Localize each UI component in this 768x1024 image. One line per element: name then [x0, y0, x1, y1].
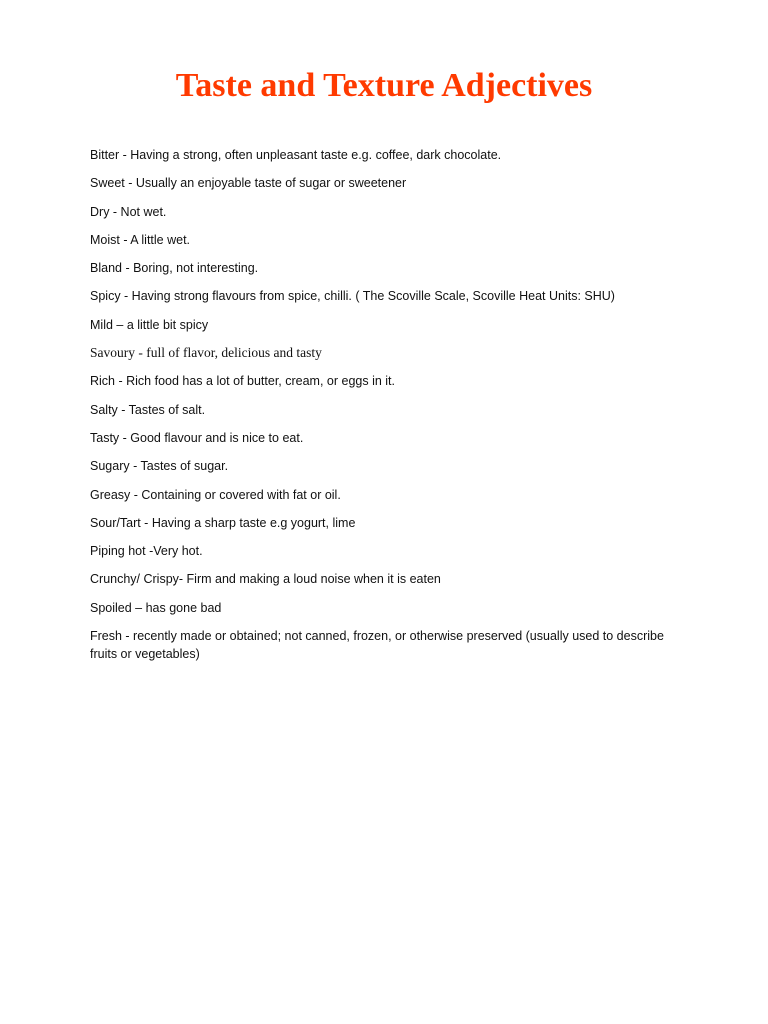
adjective-list — [90, 146, 690, 673]
list-item-bitter: Bitter - Having a strong, often unpleasant taste e.g. coffee, dark chocolate. — [90, 148, 502, 162]
list-item-spicy: Spicy - Having strong flavours from spice, chilli. ( The Scoville Scale, Scoville Heat Units: SHU) — [90, 289, 615, 304]
list-item-rich: Rich - Rich food has a lot of butter, cream, or eggs in it. — [90, 374, 396, 389]
list-item-spoiled: Spoiled – has gone bad — [90, 600, 222, 615]
list-item-sweet: Sweet - Usually an enjoyable taste of sugar or sweetener — [90, 176, 407, 191]
list-item-sour-tart: Sour/Tart - Having a sharp taste e.g yogurt, lime — [90, 515, 356, 530]
list-item-fresh: Fresh - recently made or obtained; not canned, frozen, or otherwise preserved (usually used to describe fruits or vegetables) — [90, 629, 664, 662]
list-item-mild: Mild – a little bit spicy — [90, 317, 209, 332]
list-item-salty: Salty - Tastes of salt. — [90, 402, 206, 417]
list-item-tasty: Tasty - Good flavour and is nice to eat. — [90, 430, 304, 445]
list-item-dry: Dry - Not wet. — [90, 204, 167, 219]
list-item-greasy: Greasy - Containing or covered with fat or oil. — [90, 487, 341, 502]
list-item-moist: Moist - A little wet. — [90, 232, 191, 247]
list-item-bland: Bland - Boring, not interesting. — [90, 261, 259, 276]
list-item-sugary: Sugary - Tastes of sugar. — [90, 459, 229, 474]
document-title: Taste and Texture Adjectives — [175, 67, 593, 104]
list-item-savoury: Savoury - full of flavor, delicious and tasty — [90, 345, 322, 361]
list-item-crunchy-crispy: Crunchy/ Crispy- Firm and making a loud noise when it is eaten — [90, 572, 441, 587]
list-item-piping-hot: Piping hot -Very hot. — [90, 544, 203, 559]
